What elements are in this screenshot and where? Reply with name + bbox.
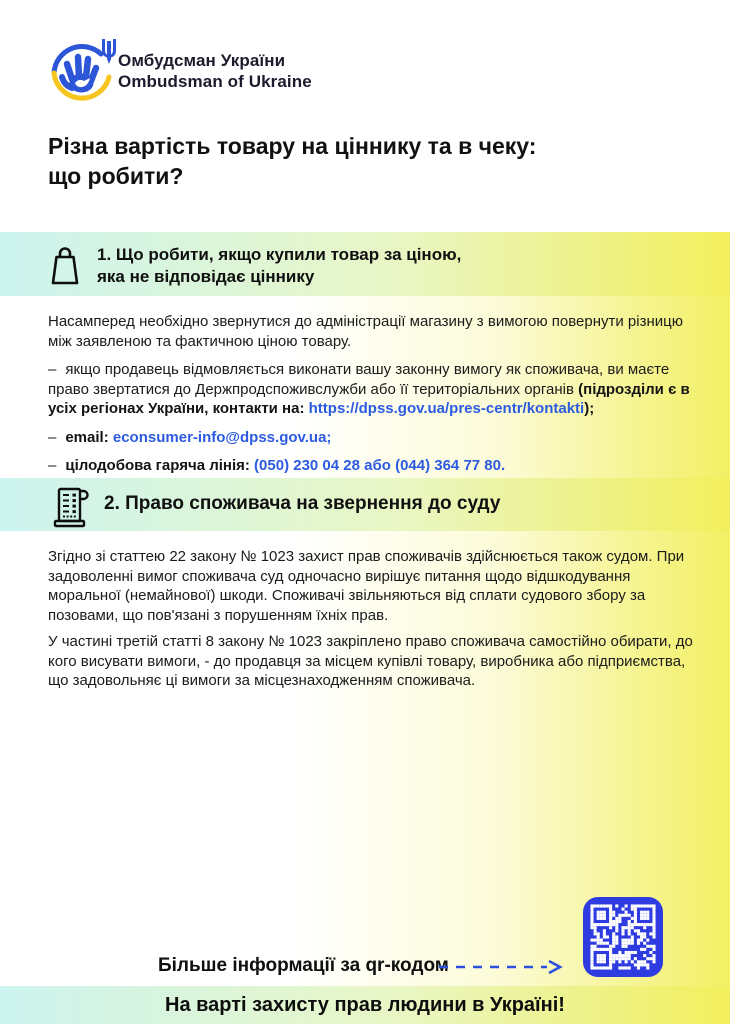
bullet-email xyxy=(48,428,702,448)
section1-heading-line1: 1. Що робити, якщо купили товар за ціною, xyxy=(97,245,462,264)
section2-header-band xyxy=(0,478,730,531)
org-name-en: Ombudsman of Ukraine xyxy=(118,72,312,91)
section2-paragraph2: У частині третій статті 8 закону № 1023 закріплено право споживача самостійно обирати, до кого висувати вимоги, - до продавця за місцем купівлі товару, виробника або підприємства, що задовольняє ці вимоги за місцезнаходженням споживача. xyxy=(48,633,693,689)
footer-slogan: На варті захисту прав людини в Україні! xyxy=(165,993,565,1016)
section1-heading xyxy=(97,244,461,288)
bullet-dpss-tail: ); xyxy=(584,400,595,417)
section1-body xyxy=(48,312,702,485)
trident-icon xyxy=(99,38,119,66)
bullet-dash: – xyxy=(48,457,57,474)
dpss-contacts-link[interactable]: https://dpss.gov.ua/pres-centr/kontakti xyxy=(308,400,585,417)
bullet-dpss xyxy=(48,360,702,419)
shopping-bag-icon xyxy=(48,245,82,287)
email-label: email: xyxy=(65,428,113,446)
hotline-numbers: (050) 230 04 28 або (044) 364 77 80. xyxy=(254,457,506,474)
section1-heading-line2: яка не відповідає ціннику xyxy=(97,267,315,286)
section2-paragraph1: Згідно зі статтею 22 закону № 1023 захист прав споживачів здійснюється також судом. При задоволенні вимог споживача суд одночасно вирішує питання щодо відшкодування моральної (немайнової) шкоди. Споживачі звільняються від сплати судового збору за позовами, що пов'язані з порушенням їхніх прав. xyxy=(48,548,685,624)
receipt-icon xyxy=(48,485,94,529)
dashed-arrow-icon xyxy=(437,958,565,976)
section1-paragraph: Насамперед необхідно звернутися до адміністрації магазину з вимогою повернути різницю між заявленою та фактичною ціною товару. xyxy=(48,313,683,350)
hotline-label: цілодобова гаряча лінія: xyxy=(65,457,255,474)
bullet-dash: – xyxy=(48,361,57,378)
page-title xyxy=(48,131,536,191)
section2-heading: 2. Право споживача на звернення до суду xyxy=(104,493,501,514)
page-title-line2: що робити? xyxy=(48,163,184,189)
section1-header-band xyxy=(0,232,730,296)
qr-code xyxy=(583,897,663,977)
bullet-dash: – xyxy=(48,428,57,446)
ombudsman-logo xyxy=(50,38,120,104)
bullet-dpss-bold: (підрозділи є в усіх регіонах України, контакти на: xyxy=(48,380,690,417)
org-name-uk: Омбудсман України xyxy=(118,51,286,70)
page-title-line1: Різна вартість товару на ціннику та в чеку: xyxy=(48,133,537,159)
section2-body xyxy=(48,547,702,698)
email-link[interactable]: econsumer-info@dpss.gov.ua; xyxy=(112,428,332,446)
org-name xyxy=(118,50,312,92)
qr-label: Більше інформації за qr-кодом xyxy=(158,955,449,976)
bullet-dpss-text: якщо продавець відмовляється виконати вашу законну вимогу як споживача, ви маєте право звертатися до Держпродспоживслужби або її територіальних органів xyxy=(48,361,670,398)
footer-band xyxy=(0,986,730,1024)
bullet-hotline xyxy=(48,456,702,476)
